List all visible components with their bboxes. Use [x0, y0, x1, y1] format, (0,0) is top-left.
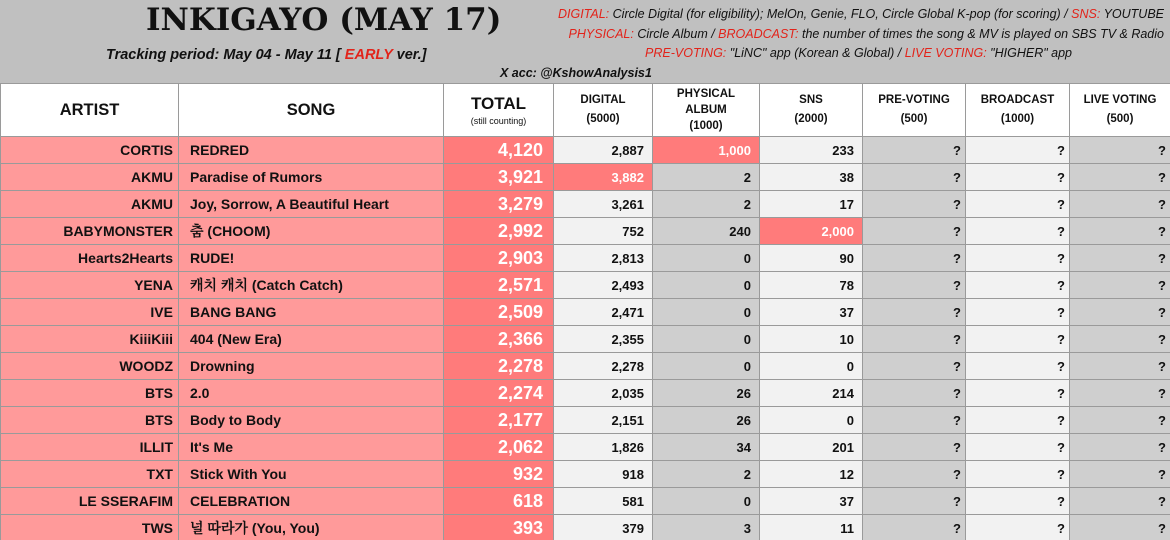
artist-cell: TWS	[1, 515, 179, 540]
table-row	[1, 326, 1170, 353]
table-row	[1, 191, 1170, 218]
song-cell: BANG BANG	[179, 299, 444, 326]
sns-cell: 0	[760, 353, 863, 380]
table-row	[1, 272, 1170, 299]
col-total-label: TOTAL	[470, 94, 527, 113]
song-cell: Stick With You	[179, 461, 444, 488]
broadcast-cell: ?	[966, 245, 1070, 272]
physical-cell: 0	[653, 299, 760, 326]
artist-cell: AKMU	[1, 164, 179, 191]
col-artist: ARTIST	[1, 84, 179, 137]
song-cell: 2.0	[179, 380, 444, 407]
broadcast-cell: ?	[966, 326, 1070, 353]
physical-cell: 0	[653, 353, 760, 380]
info-line-3	[504, 44, 1164, 64]
prevoting-cell: ?	[863, 353, 966, 380]
broadcast-cell: ?	[966, 380, 1070, 407]
sns-cell: 11	[760, 515, 863, 540]
prevoting-cell: ?	[863, 299, 966, 326]
col-prevoting-label: PRE-VOTING	[878, 94, 950, 106]
col-digital	[554, 84, 653, 137]
physical-cell: 2	[653, 164, 760, 191]
livevoting-cell: ?	[1070, 515, 1170, 540]
artist-cell: BABYMONSTER	[1, 218, 179, 245]
song-cell: CELEBRATION	[179, 488, 444, 515]
sns-cell: 17	[760, 191, 863, 218]
table-row	[1, 380, 1170, 407]
livevoting-cell: ?	[1070, 353, 1170, 380]
broadcast-cell: ?	[966, 353, 1070, 380]
livevoting-cell: ?	[1070, 461, 1170, 488]
digital-label: DIGITAL:	[557, 7, 610, 21]
song-cell: 춤 (CHOOM)	[179, 218, 444, 245]
table-row	[1, 137, 1170, 164]
physical-cell: 240	[653, 218, 760, 245]
physical-cell: 26	[653, 380, 760, 407]
physical-cell: 0	[653, 245, 760, 272]
col-song: SONG	[179, 84, 444, 137]
song-cell: 캐치 캐치 (Catch Catch)	[179, 272, 444, 299]
period-early-tag: EARLY	[344, 47, 393, 63]
broadcast-cell: ?	[966, 299, 1070, 326]
broadcast-cell: ?	[966, 488, 1070, 515]
ranking-table	[0, 83, 1170, 540]
col-total-sub: (still counting)	[470, 116, 527, 126]
col-sns-label: SNS	[799, 94, 823, 106]
livevoting-cell: ?	[1070, 245, 1170, 272]
table-row	[1, 218, 1170, 245]
col-prevoting	[863, 84, 966, 137]
total-cell: 393	[444, 515, 554, 540]
artist-cell: KiiiKiii	[1, 326, 179, 353]
header-banner	[0, 0, 1170, 83]
info-line-2	[504, 25, 1164, 45]
artist-cell: IVE	[1, 299, 179, 326]
prevoting-cell: ?	[863, 515, 966, 540]
prevoting-text: "LiNC" app (Korean & Global) /	[729, 46, 902, 60]
artist-cell: Hearts2Hearts	[1, 245, 179, 272]
artist-cell: ILLIT	[1, 434, 179, 461]
physical-cell: 1,000	[653, 137, 760, 164]
livevoting-cell: ?	[1070, 299, 1170, 326]
artist-cell: LE SSERAFIM	[1, 488, 179, 515]
table-row	[1, 353, 1170, 380]
digital-cell: 581	[554, 488, 653, 515]
prevoting-cell: ?	[863, 407, 966, 434]
col-digital-label: DIGITAL	[580, 94, 626, 106]
col-total	[444, 84, 554, 137]
livevoting-cell: ?	[1070, 218, 1170, 245]
sns-cell: 214	[760, 380, 863, 407]
broadcast-cell: ?	[966, 218, 1070, 245]
x-account: X acc: @KshowAnalysis1	[500, 66, 652, 80]
livevoting-cell: ?	[1070, 434, 1170, 461]
col-physical	[653, 84, 760, 137]
artist-cell: BTS	[1, 380, 179, 407]
info-line-1	[504, 5, 1164, 25]
table-row	[1, 245, 1170, 272]
digital-cell: 3,261	[554, 191, 653, 218]
total-cell: 618	[444, 488, 554, 515]
broadcast-cell: ?	[966, 164, 1070, 191]
digital-cell: 379	[554, 515, 653, 540]
total-cell: 2,278	[444, 353, 554, 380]
physical-cell: 0	[653, 488, 760, 515]
digital-cell: 2,813	[554, 245, 653, 272]
prevoting-cell: ?	[863, 380, 966, 407]
total-cell: 2,509	[444, 299, 554, 326]
digital-cell: 2,887	[554, 137, 653, 164]
sns-cell: 38	[760, 164, 863, 191]
physical-cell: 26	[653, 407, 760, 434]
period-suffix: ver.]	[396, 47, 427, 63]
total-cell: 3,279	[444, 191, 554, 218]
sns-cell: 0	[760, 407, 863, 434]
digital-cell: 2,151	[554, 407, 653, 434]
broadcast-cell: ?	[966, 137, 1070, 164]
physical-cell: 3	[653, 515, 760, 540]
total-cell: 3,921	[444, 164, 554, 191]
sns-cell: 12	[760, 461, 863, 488]
table-row	[1, 461, 1170, 488]
sns-cell: 201	[760, 434, 863, 461]
total-cell: 4,120	[444, 137, 554, 164]
digital-cell: 918	[554, 461, 653, 488]
artist-cell: YENA	[1, 272, 179, 299]
physical-cell: 34	[653, 434, 760, 461]
digital-cell: 2,471	[554, 299, 653, 326]
total-cell: 2,992	[444, 218, 554, 245]
scoring-info	[504, 5, 1164, 64]
artist-cell: WOODZ	[1, 353, 179, 380]
total-cell: 2,062	[444, 434, 554, 461]
col-sns-sub: (2000)	[794, 113, 828, 125]
table-row	[1, 515, 1170, 540]
sns-cell: 78	[760, 272, 863, 299]
livevoting-cell: ?	[1070, 407, 1170, 434]
total-cell: 2,903	[444, 245, 554, 272]
sns-cell: 10	[760, 326, 863, 353]
physical-cell: 0	[653, 272, 760, 299]
livevoting-cell: ?	[1070, 326, 1170, 353]
prevoting-label: PRE-VOTING:	[645, 46, 727, 60]
col-prevoting-sub: (500)	[900, 113, 928, 125]
sns-cell: 233	[760, 137, 863, 164]
physical-cell: 0	[653, 326, 760, 353]
broadcast-label: BROADCAST:	[718, 26, 799, 41]
page-title: INKIGAYO (MAY 17)	[146, 2, 502, 38]
total-cell: 2,571	[444, 272, 554, 299]
col-livevoting	[1070, 84, 1170, 137]
digital-cell: 2,035	[554, 380, 653, 407]
artist-cell: AKMU	[1, 191, 179, 218]
col-livevoting-label: LIVE VOTING	[1083, 94, 1157, 106]
prevoting-cell: ?	[863, 164, 966, 191]
col-physical-sub: (1000)	[689, 120, 723, 132]
table-row	[1, 434, 1170, 461]
livevoting-cell: ?	[1070, 380, 1170, 407]
table-header-row	[1, 84, 1170, 137]
digital-cell: 1,826	[554, 434, 653, 461]
broadcast-cell: ?	[966, 434, 1070, 461]
prevoting-cell: ?	[863, 272, 966, 299]
broadcast-cell: ?	[966, 272, 1070, 299]
col-sns	[760, 84, 863, 137]
sns-cell: 2,000	[760, 218, 863, 245]
sns-text: YOUTUBE	[1103, 7, 1164, 21]
song-cell: RUDE!	[179, 245, 444, 272]
col-digital-sub: (5000)	[586, 113, 620, 125]
col-broadcast-label: BROADCAST	[980, 94, 1055, 106]
total-cell: 2,366	[444, 326, 554, 353]
song-cell: Paradise of Rumors	[179, 164, 444, 191]
livevoting-cell: ?	[1070, 164, 1170, 191]
livevoting-cell: ?	[1070, 137, 1170, 164]
table-row	[1, 299, 1170, 326]
livevoting-cell: ?	[1070, 272, 1170, 299]
table-row	[1, 407, 1170, 434]
physical-text: Circle Album /	[637, 26, 715, 41]
digital-cell: 2,355	[554, 326, 653, 353]
prevoting-cell: ?	[863, 461, 966, 488]
table-row	[1, 488, 1170, 515]
livevoting-cell: ?	[1070, 191, 1170, 218]
total-cell: 932	[444, 461, 554, 488]
col-physical-label: PHYSICAL ALBUM	[676, 88, 736, 116]
sns-label: SNS:	[1071, 7, 1101, 21]
period-prefix: Tracking period: May 04 - May 11 [	[106, 47, 341, 63]
digital-cell: 3,882	[554, 164, 653, 191]
prevoting-cell: ?	[863, 488, 966, 515]
song-cell: 404 (New Era)	[179, 326, 444, 353]
sns-cell: 37	[760, 299, 863, 326]
sns-cell: 90	[760, 245, 863, 272]
prevoting-cell: ?	[863, 326, 966, 353]
broadcast-cell: ?	[966, 407, 1070, 434]
digital-cell: 752	[554, 218, 653, 245]
tracking-period	[106, 47, 426, 63]
livevoting-text: "HIGHER" app	[990, 46, 1072, 60]
physical-cell: 2	[653, 461, 760, 488]
song-cell: REDRED	[179, 137, 444, 164]
prevoting-cell: ?	[863, 137, 966, 164]
digital-cell: 2,278	[554, 353, 653, 380]
song-cell: Drowning	[179, 353, 444, 380]
song-cell: Body to Body	[179, 407, 444, 434]
livevoting-cell: ?	[1070, 488, 1170, 515]
song-cell: Joy, Sorrow, A Beautiful Heart	[179, 191, 444, 218]
broadcast-text: the number of times the song & MV is played on SBS TV & Radio	[802, 26, 1164, 41]
artist-cell: CORTIS	[1, 137, 179, 164]
broadcast-cell: ?	[966, 191, 1070, 218]
col-broadcast	[966, 84, 1070, 137]
sns-cell: 37	[760, 488, 863, 515]
physical-cell: 2	[653, 191, 760, 218]
song-cell: 널 따라가 (You, You)	[179, 515, 444, 540]
broadcast-cell: ?	[966, 461, 1070, 488]
digital-text: Circle Digital (for eligibility); MelOn, Genie, FLO, Circle Global K-pop (for scoring) /	[612, 7, 1068, 21]
prevoting-cell: ?	[863, 434, 966, 461]
artist-cell: TXT	[1, 461, 179, 488]
table-row	[1, 164, 1170, 191]
prevoting-cell: ?	[863, 218, 966, 245]
livevoting-label: LIVE VOTING:	[904, 46, 987, 60]
prevoting-cell: ?	[863, 245, 966, 272]
total-cell: 2,177	[444, 407, 554, 434]
song-cell: It's Me	[179, 434, 444, 461]
prevoting-cell: ?	[863, 191, 966, 218]
digital-cell: 2,493	[554, 272, 653, 299]
total-cell: 2,274	[444, 380, 554, 407]
physical-label: PHYSICAL:	[568, 26, 634, 41]
col-livevoting-sub: (500)	[1106, 113, 1134, 125]
broadcast-cell: ?	[966, 515, 1070, 540]
col-broadcast-sub: (1000)	[1000, 113, 1035, 125]
artist-cell: BTS	[1, 407, 179, 434]
